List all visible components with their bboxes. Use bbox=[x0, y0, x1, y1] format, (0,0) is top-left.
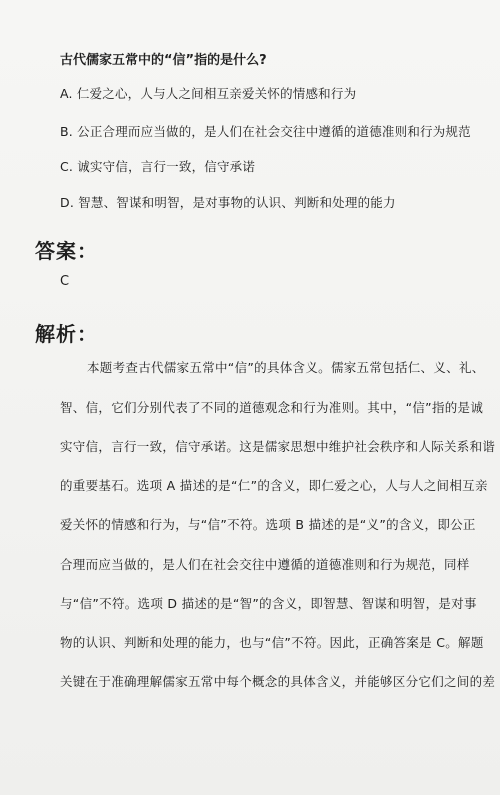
analysis-line: 智、信，它们分别代表了不同的道德观念和行为准则。其中，“信”指的是诚 bbox=[60, 400, 484, 415]
answer-heading: 答案： bbox=[35, 239, 98, 263]
analysis-line: 与“信”不符。选项 D 描述的是“智”的含义，即智慧、智谋和明智，是对事 bbox=[60, 596, 477, 611]
option-d: D. 智慧、智谋和明智，是对事物的认识、判断和处理的能力 bbox=[60, 195, 396, 210]
analysis-line: 实守信，言行一致，信守承诺。这是儒家思想中维护社会秩序和人际关系和谐 bbox=[60, 439, 496, 454]
analysis-line: 关键在于准确理解儒家五常中每个概念的具体含义，并能够区分它们之间的差 bbox=[60, 674, 496, 689]
analysis-heading: 解析： bbox=[35, 322, 98, 346]
option-c: C. 诚实守信，言行一致，信守承诺 bbox=[60, 159, 256, 174]
option-b: B. 公正合理而应当做的，是人们在社会交往中遵循的道德准则和行为规范 bbox=[60, 124, 471, 139]
option-a: A. 仁爱之心，人与人之间相互亲爱关怀的情感和行为 bbox=[60, 86, 357, 101]
analysis-line: 的重要基石。选项 A 描述的是“仁”的含义，即仁爱之心，人与人之间相互亲 bbox=[60, 478, 488, 493]
analysis-line: 本题考查古代儒家五常中“信”的具体含义。儒家五常包括仁、义、礼、 bbox=[87, 360, 485, 375]
answer-value: C bbox=[60, 274, 70, 289]
analysis-line: 爱关怀的情感和行为，与“信”不符。选项 B 描述的是“义”的含义，即公正 bbox=[60, 517, 476, 532]
analysis-line: 物的认识、判断和处理的能力，也与“信”不符。因此，正确答案是 C。解题 bbox=[60, 635, 484, 650]
question-text: 古代儒家五常中的“信”指的是什么? bbox=[60, 53, 267, 68]
analysis-line: 合理而应当做的，是人们在社会交往中遵循的道德准则和行为规范，同样 bbox=[60, 557, 470, 572]
